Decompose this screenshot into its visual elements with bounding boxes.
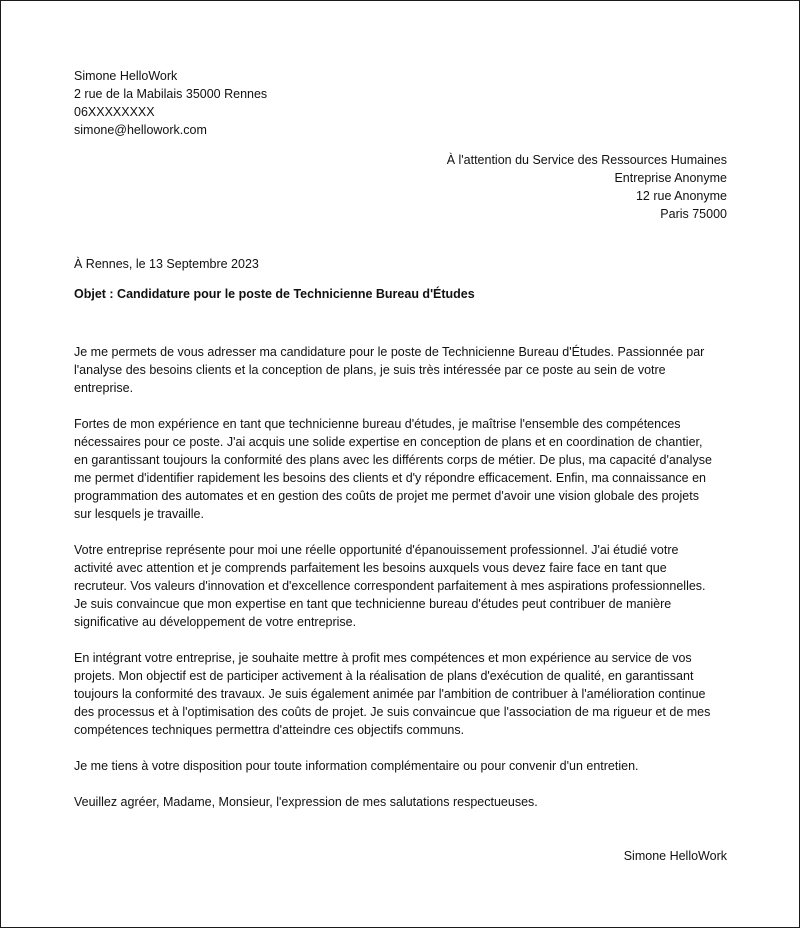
- paragraph-company: [74, 541, 734, 631]
- paragraph-line: nécessaires pour ce poste. J'ai acquis une solide expertise en conception de plans et en coordination de chantier,: [74, 435, 703, 449]
- signature: Simone HelloWork: [623, 849, 727, 863]
- paragraph-availability: [74, 757, 734, 775]
- paragraph-experience: [74, 415, 734, 523]
- sender-address: 2 rue de la Mabilais 35000 Rennes: [74, 87, 268, 101]
- paragraph-intro: [74, 343, 734, 397]
- recipient-attention: À l'attention du Service des Ressources Humaines: [446, 153, 727, 167]
- letter-subject: Objet : Candidature pour le poste de Technicienne Bureau d'Études: [74, 287, 475, 301]
- paragraph-line: des processus et à l'optimisation des coûts de projet. Je suis convaincue que l'association de ma rigueur et de mes: [74, 705, 711, 719]
- recipient-company: Entreprise Anonyme: [614, 171, 727, 185]
- sender-name: Simone HelloWork: [74, 69, 178, 83]
- paragraph-line: Veuillez agréer, Madame, Monsieur, l'expression de mes salutations respectueuses.: [74, 795, 538, 809]
- paragraph-line: compétences techniques permettra d'atteindre ces objectifs communs.: [74, 723, 465, 737]
- paragraph-closing: [74, 793, 734, 811]
- paragraph-line: toujours la conformité des travaux. Je suis également animée par l'ambition de contribuer à l'amélioration continue: [74, 687, 706, 701]
- paragraph-line: sur lesquels je travaille.: [74, 507, 204, 521]
- letter-date: À Rennes, le 13 Septembre 2023: [74, 257, 259, 271]
- letter-body: [74, 343, 734, 829]
- paragraph-line: Je me permets de vous adresser ma candidature pour le poste de Technicienne Bureau d'Études. Passionnée par: [74, 345, 705, 359]
- sender-phone: 06XXXXXXXX: [74, 105, 155, 119]
- recipient-street: 12 rue Anonyme: [635, 189, 727, 203]
- paragraph-line: en garantissant toujours la conformité des plans avec les différents corps de métier. De plus, ma capacité d'analyse: [74, 453, 712, 467]
- paragraph-line: projets. Mon objectif est de participer activement à la réalisation de plans d'exécution de qualité, en garantissant: [74, 669, 694, 683]
- paragraph-line: l'analyse des besoins clients et la conception de plans, je suis très intéressée par ce poste au sein de votre: [74, 363, 666, 377]
- paragraph-line: me permet d'identifier rapidement les besoins des clients et d'y répondre efficacement. Enfin, ma connaissance en: [74, 471, 706, 485]
- paragraph-line: Je suis convaincue que mon expertise en tant que technicienne bureau d'études peut contribuer de manière: [74, 597, 672, 611]
- paragraph-line: programmation des automates et en gestion des coûts de projet me permet d'avoir une vision globale des projets: [74, 489, 699, 503]
- recipient-city: Paris 75000: [660, 207, 727, 221]
- paragraph-line: entreprise.: [74, 381, 134, 395]
- paragraph-objectives: [74, 649, 734, 739]
- paragraph-line: recruteur. Vos valeurs d'innovation et d'excellence correspondent parfaitement à mes aspirations professionnelles.: [74, 579, 706, 593]
- paragraph-line: Fortes de mon expérience en tant que technicienne bureau d'études, je maîtrise l'ensemble des compétences: [74, 417, 681, 431]
- sender-email: simone@hellowork.com: [74, 123, 207, 137]
- paragraph-line: En intégrant votre entreprise, je souhaite mettre à profit mes compétences et mon expérience au service de vos: [74, 651, 692, 665]
- paragraph-line: significative au développement de votre entreprise.: [74, 615, 357, 629]
- paragraph-line: Votre entreprise représente pour moi une réelle opportunité d'épanouissement professionnel. J'ai étudié votre: [74, 543, 679, 557]
- recipient-block: [447, 151, 727, 223]
- sender-block: [74, 67, 267, 139]
- paragraph-line: Je me tiens à votre disposition pour toute information complémentaire ou pour convenir d'un entretien.: [74, 759, 639, 773]
- paragraph-line: activité avec attention et je comprends parfaitement les besoins auxquels vous devez faire face en tant que: [74, 561, 667, 575]
